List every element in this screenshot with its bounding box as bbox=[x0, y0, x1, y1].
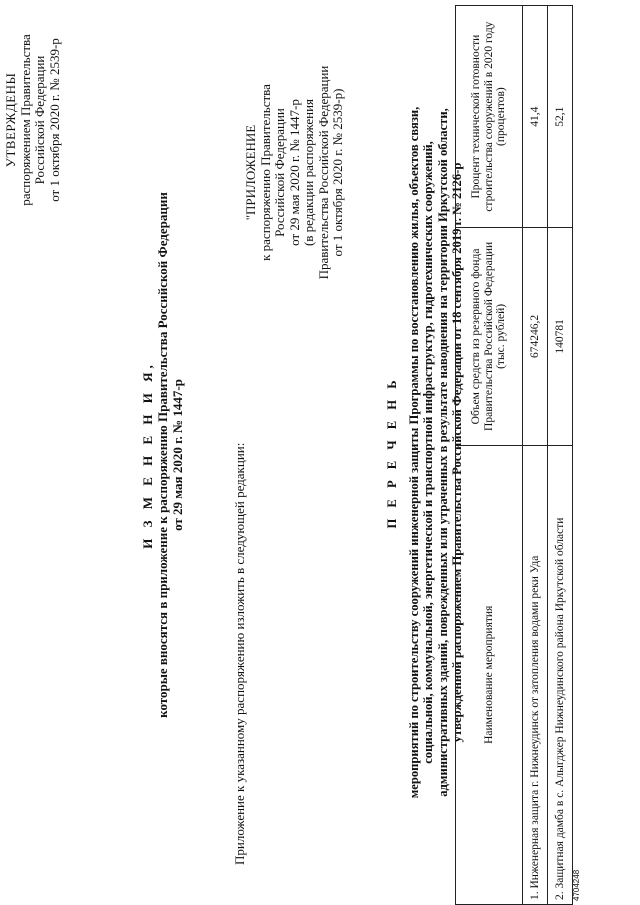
appendix-stamp bbox=[244, 0, 346, 345]
table-header-funds: Объем средств из резервного фонда Правительства Российской Федерации (тыс. рублей) bbox=[456, 228, 523, 445]
list-heading bbox=[385, 5, 464, 900]
changes-line: которые вносятся в приложение к распоряжению Правительства Российской Федерации bbox=[155, 192, 170, 718]
table-cell-name: 1. Инженерная защита г. Нижнеудинск от затопления водами реки Уда bbox=[523, 445, 548, 904]
table-header-row bbox=[456, 6, 523, 905]
list-line: мероприятий по строительству сооружений инженерной защиты Программы по восстановлению жилья, объектов связи, bbox=[407, 106, 422, 799]
list-line: утвержденной распоряжением Правительства Российской Федерации от 18 сентября 2019 г. № 2126-р bbox=[449, 162, 464, 743]
table-cell-funds: 140781 bbox=[548, 228, 573, 445]
document-code: 4704248 bbox=[572, 869, 581, 901]
changes-line: от 29 мая 2020 г. № 1447-р bbox=[170, 379, 185, 531]
table-cell-readiness: 41,4 bbox=[523, 6, 548, 228]
table-header-readiness: Процент технической готовности строительства сооружений в 2020 году (процентов) bbox=[456, 6, 523, 228]
table-cell-name: 2. Защитная дамба в с. Алыгджер Нижнеудинского района Иркутской области bbox=[548, 445, 573, 904]
measures-table bbox=[455, 5, 573, 905]
approval-line: распоряжением Правительства bbox=[17, 34, 33, 206]
appendix-line: от 1 октября 2020 г. № 2539-р) bbox=[330, 88, 345, 257]
table-row bbox=[548, 6, 573, 905]
appendix-line: Правительства Российской Федерации bbox=[315, 65, 331, 280]
approval-line: от 1 октября 2020 г. № 2539-р bbox=[46, 38, 62, 202]
list-title: П Е Р Е Ч Е Н Ь bbox=[385, 376, 399, 529]
table-cell-funds: 674246,2 bbox=[523, 228, 548, 445]
appendix-line: Российской Федерации bbox=[272, 108, 287, 237]
appendix-line: к распоряжению Правительства bbox=[257, 84, 273, 261]
changes-heading bbox=[140, 185, 185, 725]
intro-paragraph: Приложение к указанному распоряжению изложить в следующей редакции: bbox=[232, 442, 247, 865]
appendix-line: от 29 мая 2020 г. № 1447-р bbox=[286, 99, 302, 246]
approval-stamp bbox=[4, 5, 62, 235]
approval-line: Российской Федерации bbox=[32, 55, 47, 185]
list-line: административных зданий, поврежденных или утраченных в результате наводнения на территории Иркутской области, bbox=[435, 108, 450, 797]
list-line: социальной, коммунальной, энергетической и транспортной инфраструктур, гидротехнических сооружений, bbox=[421, 141, 436, 764]
table-header-name: Наименование мероприятия bbox=[456, 445, 523, 904]
appendix-line: "ПРИЛОЖЕНИЕ bbox=[243, 124, 258, 221]
approval-title: УТВЕРЖДЕНЫ bbox=[3, 72, 18, 168]
table-row bbox=[523, 6, 548, 905]
appendix-line: (в редакции распоряжения bbox=[301, 98, 316, 247]
table-cell-readiness: 52,1 bbox=[548, 6, 573, 228]
changes-title: И З М Е Н Е Н И Я, bbox=[140, 361, 155, 549]
